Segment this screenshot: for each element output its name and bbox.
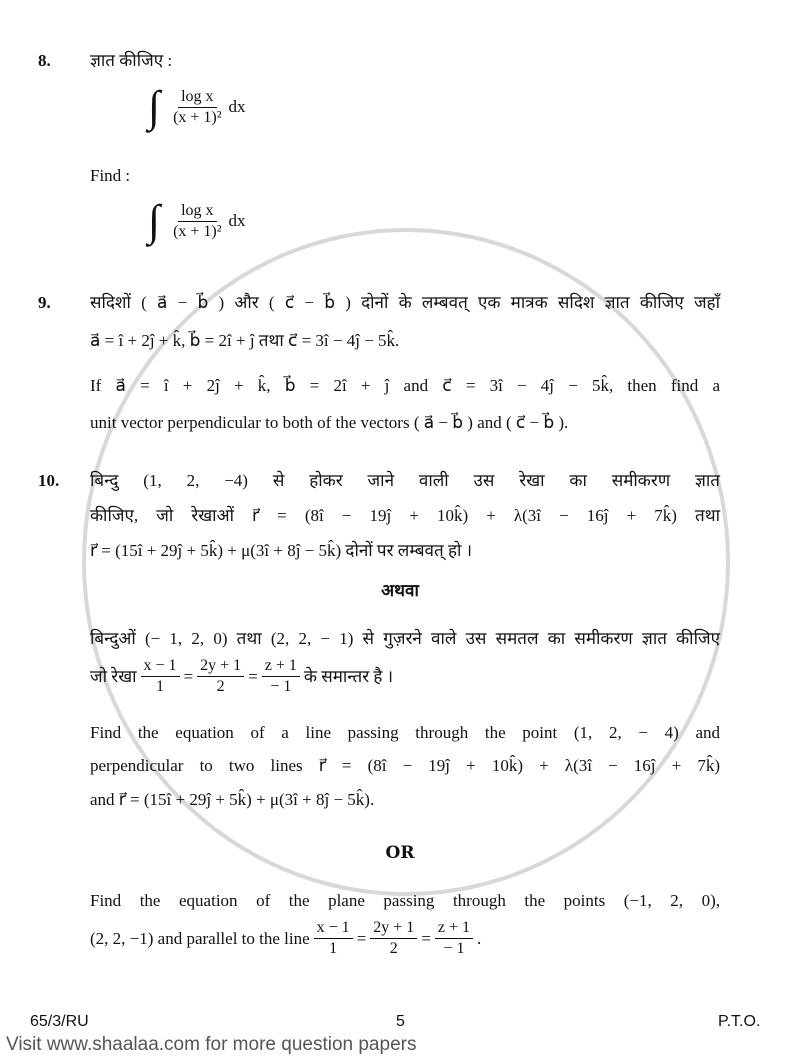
q10-english-line-2: perpendicular to two lines r⃗ = (8î − 19ĵ + 10k̂) + λ(3î − 16ĵ + 7k̂) (90, 756, 720, 775)
numerator: x − 1 (141, 656, 180, 677)
text: जो रेखा (90, 666, 137, 686)
q10-hindi-line-3: r⃗ = (15î + 29ĵ + 5k̂) + μ(3î + 8ĵ − 5k̂) दोनों पर लम्बवत् हो । (90, 541, 473, 560)
numerator: z + 1 (435, 918, 473, 939)
q10-hindi-line-2: कीजिए, जो रेखाओं r⃗ = (8î − 19ĵ + 10k̂) + λ(3î − 16ĵ + 7k̂) तथा (90, 506, 720, 525)
numerator: 2y + 1 (197, 656, 244, 677)
q10-hindi-or-line-2 (90, 656, 393, 697)
q9-hindi-line-2: a⃗ = î + 2ĵ + k̂, b⃗ = 2î + ĵ तथा c⃗ = 3î − 4ĵ − 5k̂. (90, 331, 400, 350)
denominator: 2 (389, 940, 398, 957)
denominator: 1 (329, 940, 338, 957)
denominator: 1 (156, 678, 165, 695)
numerator: x − 1 (314, 918, 353, 939)
text: . (477, 928, 482, 948)
numerator: 2y + 1 (370, 918, 417, 939)
q8-hindi-prompt: ज्ञात कीजिए : (90, 51, 173, 70)
numerator: log x (178, 201, 216, 222)
numerator: log x (178, 87, 216, 108)
q9-english-line-2: unit vector perpendicular to both of the vectors ( a⃗ − b⃗ ) and ( c⃗ − b⃗ ). (90, 413, 569, 432)
integral-sign: ∫ (148, 196, 161, 245)
q8-integral-english (148, 196, 246, 246)
numerator: z + 1 (262, 656, 300, 677)
question-number-10: 10. (38, 471, 60, 490)
equals: = (421, 928, 431, 948)
paper-code: 65/3/RU (30, 1013, 89, 1030)
or-english: OR (385, 843, 415, 863)
question-number-8: 8. (38, 51, 51, 70)
denominator: (x + 1)² (173, 108, 222, 126)
question-number-9: 9. (38, 293, 51, 312)
equals: = (356, 928, 367, 948)
q9-hindi-line-1: सदिशों ( a⃗ − b⃗ ) और ( c⃗ − b⃗ ) दोनों के लम्बवत् एक मात्रक सदिश ज्ञात कीजिए जहाँ (90, 293, 720, 312)
text: के समान्तर है । (303, 666, 394, 686)
denominator: − 1 (443, 940, 465, 957)
q10-hindi-or-line-1: बिन्दुओं (− 1, 2, 0) तथा (2, 2, − 1) से गुज़रने वाले उस समतल का समीकरण ज्ञात कीजिए (90, 629, 720, 648)
q10-english-line-3: and r⃗ = (15î + 29ĵ + 5k̂) + μ(3î + 8ĵ − 5k̂). (90, 790, 375, 809)
or-hindi: अथवा (381, 581, 419, 601)
dx: dx (228, 211, 246, 230)
denominator: − 1 (270, 678, 292, 695)
equals: = (183, 666, 194, 686)
text: (2, 2, −1) and parallel to the line (90, 928, 310, 948)
pto-label: P.T.O. (718, 1013, 761, 1030)
denominator: 2 (216, 678, 225, 695)
q8-integral-hindi (148, 82, 246, 132)
q8-english-prompt: Find : (90, 166, 131, 185)
q10-hindi-line-1: बिन्दु (1, 2, −4) से होकर जाने वाली उस रेखा का समीकरण ज्ञात (90, 471, 720, 490)
dx: dx (228, 97, 246, 116)
denominator: (x + 1)² (173, 222, 222, 240)
equals: = (248, 666, 258, 686)
q9-english-line-1: If a⃗ = î + 2ĵ + k̂, b⃗ = 2î + ĵ and c⃗ = 3î − 4ĵ − 5k̂, then find a (90, 376, 720, 395)
visit-link[interactable]: Visit www.shaalaa.com for more question papers (6, 1034, 417, 1055)
q10-english-or-line-2 (90, 918, 481, 959)
page-number: 5 (396, 1013, 405, 1030)
integral-sign: ∫ (148, 82, 161, 131)
q10-english-line-1: Find the equation of a line passing through the point (1, 2, − 4) and (90, 723, 720, 742)
q10-english-or-line-1: Find the equation of the plane passing through the points (−1, 2, 0), (90, 891, 720, 910)
